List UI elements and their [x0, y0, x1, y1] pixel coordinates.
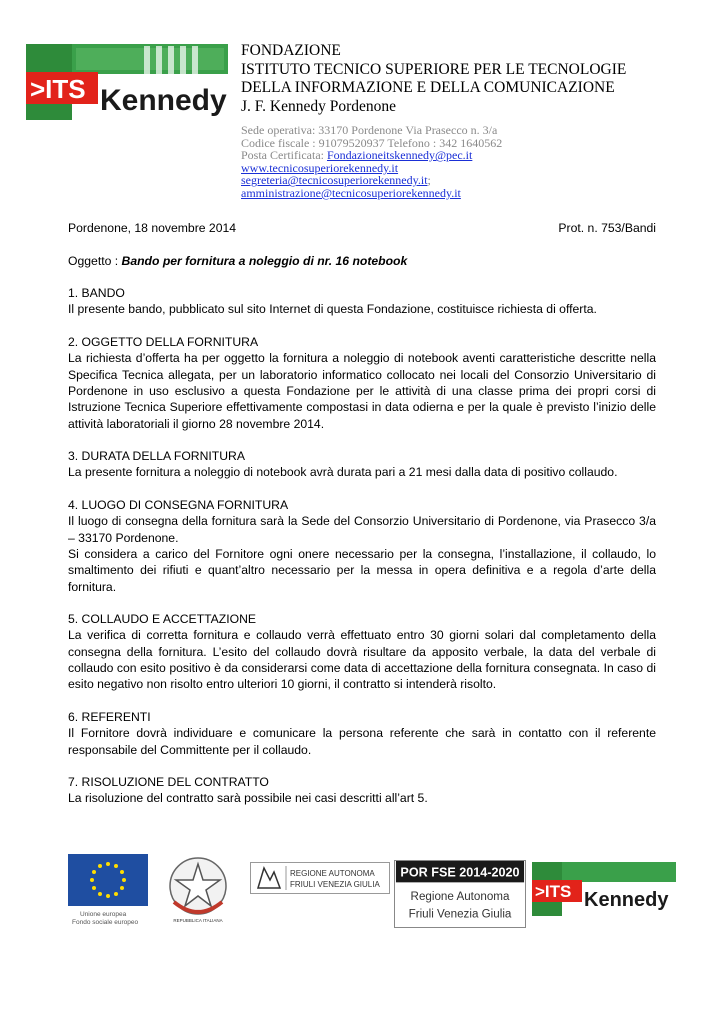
section-paragraph: La presente fornitura a noleggio di notebook avrà durata pari a 21 mesi dalla data di positivo collaudo.: [68, 465, 618, 480]
place-date: Pordenone, 18 novembre 2014: [68, 221, 237, 235]
section-heading: 6. REFERENTI: [68, 709, 151, 724]
sede-line: Sede operativa: 33170 Pordenone Via Prasecco n. 3/a: [241, 123, 498, 137]
regione-text-1: REGIONE AUTONOMA: [290, 869, 375, 878]
org-line-1: FONDAZIONE: [241, 42, 341, 59]
footer-logos: [0, 848, 724, 928]
section-paragraph: La richiesta d’offerta ha per oggetto la fornitura a noleggio di notebook aventi caratteristiche descritte nella Specifica Tecnica allegata, per un laboratorio informatico collocato nei locali del Consorzio Universitario di Pordenone in uso esclusivo a questa Fondazione per le attività di una classe prima dei propri corsi di Istruzione Tecnica Superiore effettivamente compostasi in data odierna e per la quale è previsto l’inizio delle attività laboratoriali il giorno 28 novembre 2014.: [68, 351, 656, 431]
svg-text:>ITS: >ITS: [535, 882, 572, 901]
segreteria-link[interactable]: segreteria@tecnicosuperiorekennedy.it: [241, 173, 428, 188]
section-referenti: [68, 709, 656, 758]
org-line-4: J. F. Kennedy Pordenone: [241, 97, 397, 115]
section-heading: 4. LUOGO DI CONSEGNA FORNITURA: [68, 498, 289, 513]
its-kennedy-logo: [26, 44, 228, 120]
svg-text:Kennedy: Kennedy: [584, 889, 669, 911]
website-link[interactable]: www.tecnicosuperiorekennedy.it: [241, 160, 399, 175]
emblem-text: REPUBBLICA ITALIANA: [173, 918, 223, 923]
subject-label: Oggetto :: [68, 253, 122, 268]
subject-line: [68, 253, 656, 269]
codice-fiscale-line: Codice fiscale : 91079520937 Telefono : 342 1640562: [241, 135, 503, 150]
pec-label: Posta Certificata:: [241, 148, 327, 163]
eu-caption-2: Fondo sociale europeo: [72, 919, 139, 926]
contact-block: [241, 124, 711, 200]
section-paragraph: Il Fornitore dovrà individuare e comunicare la persona referente che sarà in contatto con il referente responsabile del Committente per il collaudo.: [68, 726, 656, 757]
its-kennedy-footer-logo: [532, 862, 676, 916]
organization-name: [241, 42, 711, 116]
org-line-2: ISTITUTO TECNICO SUPERIORE PER LE TECNOLOGIE: [241, 60, 627, 78]
por-line-3: Friuli Venezia Giulia: [408, 907, 512, 921]
regione-fvg-logo: [250, 862, 390, 894]
por-title: POR FSE 2014-2020: [400, 865, 520, 880]
date-protocol-row: [68, 220, 656, 236]
section-luogo: [68, 497, 656, 595]
section-paragraph: La verifica di corretta fornitura e collaudo verrà effettuato entro 30 giorni solari dal completamento della consegna della fornitura. L’esito del collaudo dovrà risultare da apposito verbale, la data del verbale di collaudo con esito positivo è da considerarsi come data di accettazione della fornitura consegnata. In caso di esito negativo non risolto entro ulteriori 10 giorni, il contratto si intenderà risolto.: [68, 628, 656, 692]
segreteria-suffix: ;: [427, 173, 431, 188]
section-heading: 5. COLLAUDO E ACCETTAZIONE: [68, 612, 257, 627]
section-paragraph: Il presente bando, pubblicato sul sito Internet di questa Fondazione, costituisce richiesta di offerta.: [68, 302, 597, 317]
por-line-2: Regione Autonoma: [410, 889, 510, 903]
section-risoluzione: [68, 774, 656, 807]
section-bando: [68, 285, 656, 318]
amministrazione-link[interactable]: amministrazione@tecnicosuperiorekennedy.it: [241, 185, 461, 200]
section-paragraph: La risoluzione del contratto sarà possibile nei casi descritti all’art 5.: [68, 791, 428, 806]
section-collaudo: [68, 611, 656, 692]
org-line-3: DELLA INFORMAZIONE E DELLA COMUNICAZIONE: [241, 79, 615, 96]
italian-republic-emblem: [162, 850, 234, 926]
subject-text: Bando per fornitura a noleggio di nr. 16 notebook: [121, 253, 408, 268]
section-paragraph: Si considera a carico del Fornitore ogni onere necessario per la consegna, l’installazione, il collaudo, lo smaltimento dei rifiuti e quant’altro necessario per la messa in opera definitiva e a regola d’arte della fornitura.: [68, 546, 656, 594]
section-paragraph: Il luogo di consegna della fornitura sarà la Sede del Consorzio Universitario di Pordenone, via Prasecco 3/a – 33170 Pordenone.: [68, 514, 656, 545]
section-durata: [68, 448, 656, 481]
section-oggetto: [68, 334, 656, 432]
eu-flag-logo: [68, 854, 150, 926]
section-heading: 2. OGGETTO DELLA FORNITURA: [68, 335, 259, 350]
pec-link[interactable]: Fondazioneitskennedy@pec.it: [326, 148, 473, 163]
eu-caption-1: Unione europea: [80, 911, 127, 918]
por-fse-logo: [394, 860, 526, 928]
regione-text-2: FRIULI VENEZIA GIULIA: [290, 880, 380, 889]
svg-text:Kennedy: Kennedy: [100, 84, 227, 117]
svg-text:>ITS: >ITS: [30, 74, 86, 104]
section-heading: 1. BANDO: [68, 286, 125, 301]
protocol-number: Prot. n. 753/Bandi: [558, 221, 656, 235]
section-heading: 7. RISOLUZIONE DEL CONTRATTO: [68, 775, 269, 790]
section-heading: 3. DURATA DELLA FORNITURA: [68, 449, 245, 464]
document-body: [68, 220, 656, 807]
